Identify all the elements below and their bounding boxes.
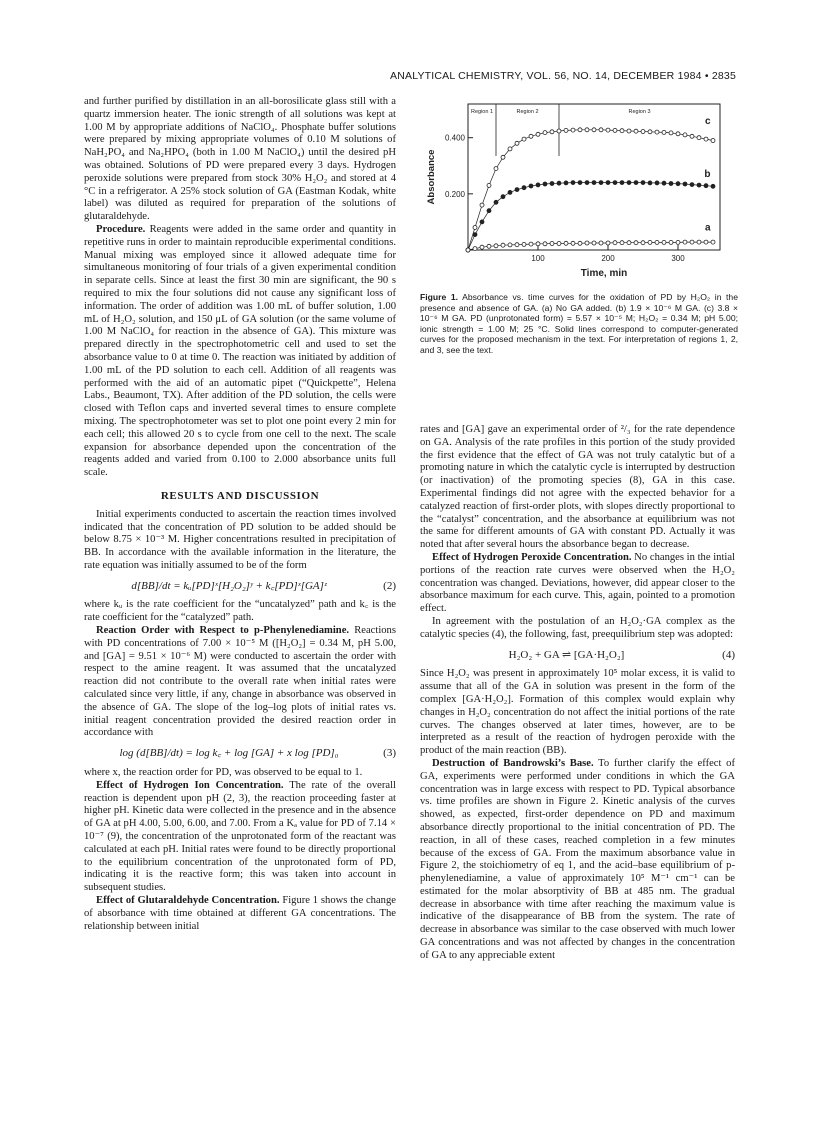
- x-tick-label: 200: [601, 254, 615, 263]
- data-point: [557, 129, 561, 133]
- data-point: [676, 132, 680, 136]
- data-point: [634, 241, 638, 245]
- caption-label: Figure 1.: [420, 292, 458, 302]
- equation-number: (2): [383, 579, 396, 592]
- data-point: [627, 129, 631, 133]
- data-point: [648, 181, 652, 185]
- paragraph-bb: [420, 758, 735, 963]
- data-point: [571, 128, 575, 132]
- data-point: [683, 182, 687, 186]
- run-in-heading: Destruction of Bandrowski’s Base.: [432, 757, 594, 769]
- curve-label-b: b: [704, 169, 711, 180]
- data-point: [487, 244, 491, 248]
- data-point: [669, 182, 673, 186]
- data-point: [515, 188, 519, 192]
- right-column: [420, 424, 735, 963]
- data-point: [564, 128, 568, 132]
- data-point: [704, 184, 708, 188]
- data-point: [578, 241, 582, 245]
- paragraph: and further purified by distillation in an all-borosilicate glass still with a quartz immersion heater. The ionic strength of all solutions was kept at 1.00 M by appropriate additions of NaClO₄. Phosphate buffer solutions were prepared by mixing appropriate volumes of 0.10 M solutions of NaH₂PO₄ and Na₂HPO₄ (both in 1.00 M NaClO₄) until the desired pH was obtained. Solutions of PD were prepared every 3 days. Hydrogen peroxide solutions were prepared from stock 30% H₂O₂ and stored at 4 °C in a refrigerator. A 25% stock solution of GA (Eastman Kodak, white label) was diluted as required for preparation of the solutions of glutaraldehyde.: [84, 96, 396, 223]
- equation-body: d[BB]/dt = kᵤ[PD]ˣ[H₂O₂]ʸ + k꜀[PD]ˣ[GA]ᶻ: [131, 579, 327, 592]
- data-point: [487, 183, 491, 187]
- data-point: [711, 240, 715, 244]
- data-point: [613, 241, 617, 245]
- data-point: [620, 129, 624, 133]
- data-point: [522, 186, 526, 190]
- region-label: Region 2: [516, 109, 539, 115]
- data-point: [536, 242, 540, 246]
- data-point: [480, 203, 484, 207]
- data-point: [697, 183, 701, 187]
- data-point: [473, 233, 477, 237]
- caption-text: Absorbance vs. time curves for the oxidation of PD by H₂O₂ in the presence and absence of GA. (a) No GA added. (b) 1.9 × 10⁻⁶ M GA. (c) 3.8 × 10⁻⁶ M GA. PD (unprotonated form) = 5.57 × 10⁻⁵ M; H₂O₂ = 0.34 M; pH 5.00; ionic strength = 1.00 M; 25 °C. Solid lines correspond to computer-generated curves for the proposed mechanism in the text. For interpretation of regions 1, 2, and 3, see the text.: [420, 292, 738, 355]
- data-point: [564, 241, 568, 245]
- data-point: [627, 241, 631, 245]
- data-point: [494, 167, 498, 171]
- data-point: [634, 181, 638, 185]
- chart-marks: [466, 128, 715, 252]
- data-point: [599, 181, 603, 185]
- data-point: [655, 240, 659, 244]
- run-in-heading: Reaction Order with Respect to p-Phenylenediamine.: [96, 625, 350, 637]
- data-point: [599, 128, 603, 132]
- fit-line-c: [468, 130, 713, 250]
- data-point: [669, 131, 673, 135]
- data-point: [641, 241, 645, 245]
- paragraph-order: [84, 625, 396, 740]
- data-point: [704, 240, 708, 244]
- data-point: [508, 243, 512, 247]
- data-point: [557, 181, 561, 185]
- data-point: [676, 182, 680, 186]
- data-point: [571, 241, 575, 245]
- data-point: [592, 181, 596, 185]
- paragraph: rates and [GA] gave an experimental order of ²/₃ for the rate dependence on GA. Analysis of the rate profiles in this portion of the study provided the first evidence that the effect of GA was not truly catalytic but of a promoting nature in which the catalytic cycle is interrupted by destruction (or inactivation) of the promoting species (8), GA in this case. Experimental findings did not agree with the expected behavior for a catalyzed reaction of first-order plots, with slopes directly proportional to the “catalyst” concentration, and the absorbance at equilibrium was not the same for different amounts of GA with constant PD. Actually it was noted that after several hours the absorbance began to decrease.: [420, 424, 735, 551]
- region-label: Region 3: [628, 109, 651, 115]
- data-point: [557, 242, 561, 246]
- chart-labels: [426, 116, 711, 279]
- data-point: [543, 131, 547, 135]
- data-point: [697, 136, 701, 140]
- x-tick-label: 100: [531, 254, 545, 263]
- data-point: [690, 183, 694, 187]
- paragraph-text: The rate of the overall reaction is dependent upon pH (2, 3), the reaction proceeding faster at higher pH. Kinetic data were collected in the presence and in the absence of GA at pH 4.00, 5.00, 6.00, and 7.00. From a Kₐ value for PD of 7.14 × 10⁻⁷ (9), the concentration of the unprotonated form of the reactant was calculated at each pH. Initial rates were found to be directly proportional to the equilibrium concentration of the unprotonated form of PD, indicating it is the reactive form; this was taken into account in subsequent studies.: [84, 779, 396, 894]
- data-point: [487, 209, 491, 213]
- paragraph-ga: [84, 895, 396, 933]
- data-point: [641, 181, 645, 185]
- chart-axes: [468, 104, 720, 250]
- y-tick-label: 0.200: [444, 189, 465, 199]
- equation-body: H₂O₂ + GA ⇌ [GA·H₂O₂]: [508, 648, 625, 661]
- data-point: [529, 184, 533, 188]
- section-title: RESULTS AND DISCUSSION: [160, 489, 320, 502]
- data-point: [655, 130, 659, 134]
- data-point: [585, 241, 589, 245]
- paragraph: In agreement with the postulation of an H₂O₂·GA complex as the catalytic species (4), the following, fast, preequilibrium step was adopted:: [420, 615, 735, 640]
- data-point: [606, 181, 610, 185]
- run-in-heading: Procedure.: [96, 223, 146, 235]
- equation-number: (4): [722, 648, 735, 661]
- data-point: [704, 137, 708, 141]
- data-point: [613, 128, 617, 132]
- data-point: [711, 139, 715, 143]
- data-point: [683, 240, 687, 244]
- data-point: [473, 247, 477, 251]
- figure-caption: [420, 292, 738, 356]
- paragraph-text: Figure 1 shows the change of absorbance with time obtained at different GA concentrations. The relationship between initial: [84, 895, 396, 932]
- data-point: [501, 195, 505, 199]
- data-point: [508, 147, 512, 151]
- data-point: [683, 133, 687, 137]
- run-in-heading: Effect of Hydrogen Peroxide Concentration.: [432, 551, 632, 563]
- data-point: [571, 181, 575, 185]
- data-point: [578, 181, 582, 185]
- data-point: [494, 200, 498, 204]
- data-point: [543, 242, 547, 246]
- data-point: [690, 240, 694, 244]
- data-point: [592, 128, 596, 132]
- run-in-heading: Effect of Glutaraldehyde Concentration.: [96, 895, 280, 907]
- data-point: [648, 130, 652, 134]
- data-point: [550, 242, 554, 246]
- data-point: [501, 155, 505, 159]
- plot-frame: [468, 104, 720, 250]
- data-point: [599, 241, 603, 245]
- equation-number: (3): [383, 747, 396, 760]
- data-point: [592, 241, 596, 245]
- data-point: [501, 243, 505, 247]
- data-point: [655, 181, 659, 185]
- paragraph: Initial experiments conducted to ascertain the reaction times involved indicated that the concentration of PD solution to be added should be below 8.75 × 10⁻³ M. Higher concentrations resulted in precipitation of BB. In accordance with the available information in the literature, the rate equation was initially assumed to be of the form: [84, 508, 396, 571]
- data-point: [662, 240, 666, 244]
- data-point: [585, 128, 589, 132]
- left-column: [84, 96, 396, 933]
- y-tick-label: 0.400: [444, 133, 465, 143]
- region-label: Region 1: [470, 109, 494, 115]
- equation-4: [420, 649, 735, 662]
- data-point: [536, 132, 540, 136]
- paragraph: where x, the reaction order for PD, was observed to be equal to 1.: [84, 767, 363, 779]
- data-point: [690, 134, 694, 138]
- data-point: [697, 240, 701, 244]
- data-point: [578, 128, 582, 132]
- curve-label-c: c: [704, 116, 711, 128]
- data-point: [466, 248, 470, 252]
- paragraph: Since H₂O₂ was present in approximately 10⁵ molar excess, it is valid to assume that all of the GA in solution was present in the form of the complex [GA·H₂O₂]. Formation of this complex would explain why changes in H₂O₂ concentration do not affect the initial portions of the rate curves. The changes observed at later times, however, are to be interpreted as a result of the reaction of hydrogen peroxide with the product of the main reaction (BB).: [420, 668, 735, 757]
- equation-2: [84, 580, 396, 593]
- running-head: ANALYTICAL CHEMISTRY, VOL. 56, NO. 14, DECEMBER 1984 • 2835: [390, 70, 736, 82]
- data-point: [550, 182, 554, 186]
- data-point: [515, 243, 519, 247]
- paragraph-text: No changes in the intial portions of the reaction rate curves were observed when the H₂O₂ concentration was changed. Deviations, however, did appear closer to the absorbance maximum for each curve. This, again, pointed to a promotion effect.: [420, 551, 736, 615]
- data-point: [522, 242, 526, 246]
- data-point: [508, 190, 512, 194]
- equation-3: [84, 747, 396, 760]
- paragraph-text: To further clarify the effect of GA, experiments were performed under conditions in which the GA concentration was in large excess with respect to PD. Typical absorbance vs. time profiles are shown in Figure 2. Kinetic analysis of the curves showed, as expected, first-order dependence on PD and maximum absorbance directly proportional to the initial concentration of PD. The reaction, in all of these cases, reached completion in a few minutes because of the excess of GA. From the maximum absorbance value in Figure 2, the stoichiometry of eq 1, and the acid–base equilibrium of p-phenylenediamine, a value of approximately 10⁵ M⁻¹ cm⁻¹ can be estimated for the molar absorptivity of BB at 485 nm. The gradual decrease in absorbance with time after reaching the maximum value is indicative of the disappearance of BB from the system. The rate of decrease in absorbance was similar to the case observed with much lower GA concentrations and was not affected by changes in the concentration of GA to any appreciable extent: [420, 757, 736, 961]
- data-point: [473, 226, 477, 230]
- data-point: [620, 241, 624, 245]
- data-point: [711, 184, 715, 188]
- data-point: [480, 220, 484, 224]
- data-point: [585, 181, 589, 185]
- data-point: [648, 240, 652, 244]
- figure-1: [420, 88, 735, 418]
- y-axis-label: Absorbance: [426, 149, 437, 205]
- data-point: [543, 182, 547, 186]
- data-point: [620, 181, 624, 185]
- data-point: [550, 130, 554, 134]
- data-point: [662, 181, 666, 185]
- absorbance-chart: [420, 88, 735, 288]
- data-point: [564, 181, 568, 185]
- data-point: [515, 141, 519, 145]
- data-point: [536, 183, 540, 187]
- paragraph-text: Reactions with PD concentrations of 7.00 × 10⁻⁵ M ([H₂O₂] = 0.34 M, pH 5.00, and [GA] = 9.51 × 10⁻⁶ M) were conducted to ascertain the order with respect to the amine reagent. It was assumed that the uncatalyzed reaction did not contribute to the overall rate when initial rates were calculated since very little, if any, change in absorbance was observed in the absence of GA. The slope of the log–log plots of initial rates vs. initial reagent concentration provided the desired reaction order in accordance with: [84, 625, 396, 739]
- x-axis-label: Time, min: [580, 268, 628, 279]
- data-point: [613, 181, 617, 185]
- data-point: [676, 240, 680, 244]
- paragraph-procedure: [84, 224, 396, 480]
- data-point: [641, 130, 645, 134]
- paragraph: where kᵤ is the rate coefficient for the “uncatalyzed” path and k꜀ is the rate coefficient for the “catalyzed” path.: [84, 599, 396, 624]
- data-point: [480, 245, 484, 249]
- run-in-heading: Effect of Hydrogen Ion Concentration.: [96, 779, 284, 791]
- series-c: [466, 128, 715, 252]
- fit-line-b: [468, 183, 713, 250]
- paragraph-h2o2: [420, 552, 735, 616]
- data-point: [529, 242, 533, 246]
- data-point: [634, 129, 638, 133]
- data-point: [669, 240, 673, 244]
- data-point: [522, 137, 526, 141]
- curve-label-a: a: [704, 222, 711, 234]
- data-point: [606, 241, 610, 245]
- paragraph-hion: [84, 780, 396, 895]
- data-point: [627, 181, 631, 185]
- data-point: [662, 130, 666, 134]
- paragraph-text: Reagents were added in the same order and quantity in repetitive runs in order to maintain reproducible experimental conditions. Manual mixing was employed since it allowed adequate time for simultaneous monitoring of four trials of a given experimental condition in separate cells. Since at least the first 30 min are significant, the 90 s required to mix the four solutions did not cause any significant loss of information. The order of addition was 1.00 mL of buffer solution, 1.00 mL of H₂O₂ solution, and 150 μL of GA solution (or the same volume of 1.00 M NaClO₄ for reaction in the absence of GA). This mixture was prepared directly in the spectrophotometric cell and used to set the absorbance value to 0 at time 0. The reaction was initiated by addition of 1.00 mL of the PD solution to each cell. Addition of all reagents was performed with the aid of an automatic pipet (“Quickpette”, Helena Labs., Beaumont, TX). After addition of the PD solution, the cells were closed with Teflon caps and inverted several times to ensure complete mixing. The spectrophotometer was set to plot one point every 2 min for each cell; this allowed 20 s to cycle from one cell to the next. The scale expansion for absorbance depended upon the concentration of the reagents added and varied from 0.100 to 2.000 absorbance units full scale.: [84, 223, 396, 479]
- x-tick-label: 300: [671, 254, 685, 263]
- data-point: [606, 128, 610, 132]
- data-point: [494, 244, 498, 248]
- equation-body: log (d[BB]/dt) = log k꜀ + log [GA] + x log [PD]₀: [119, 747, 339, 760]
- data-point: [529, 134, 533, 138]
